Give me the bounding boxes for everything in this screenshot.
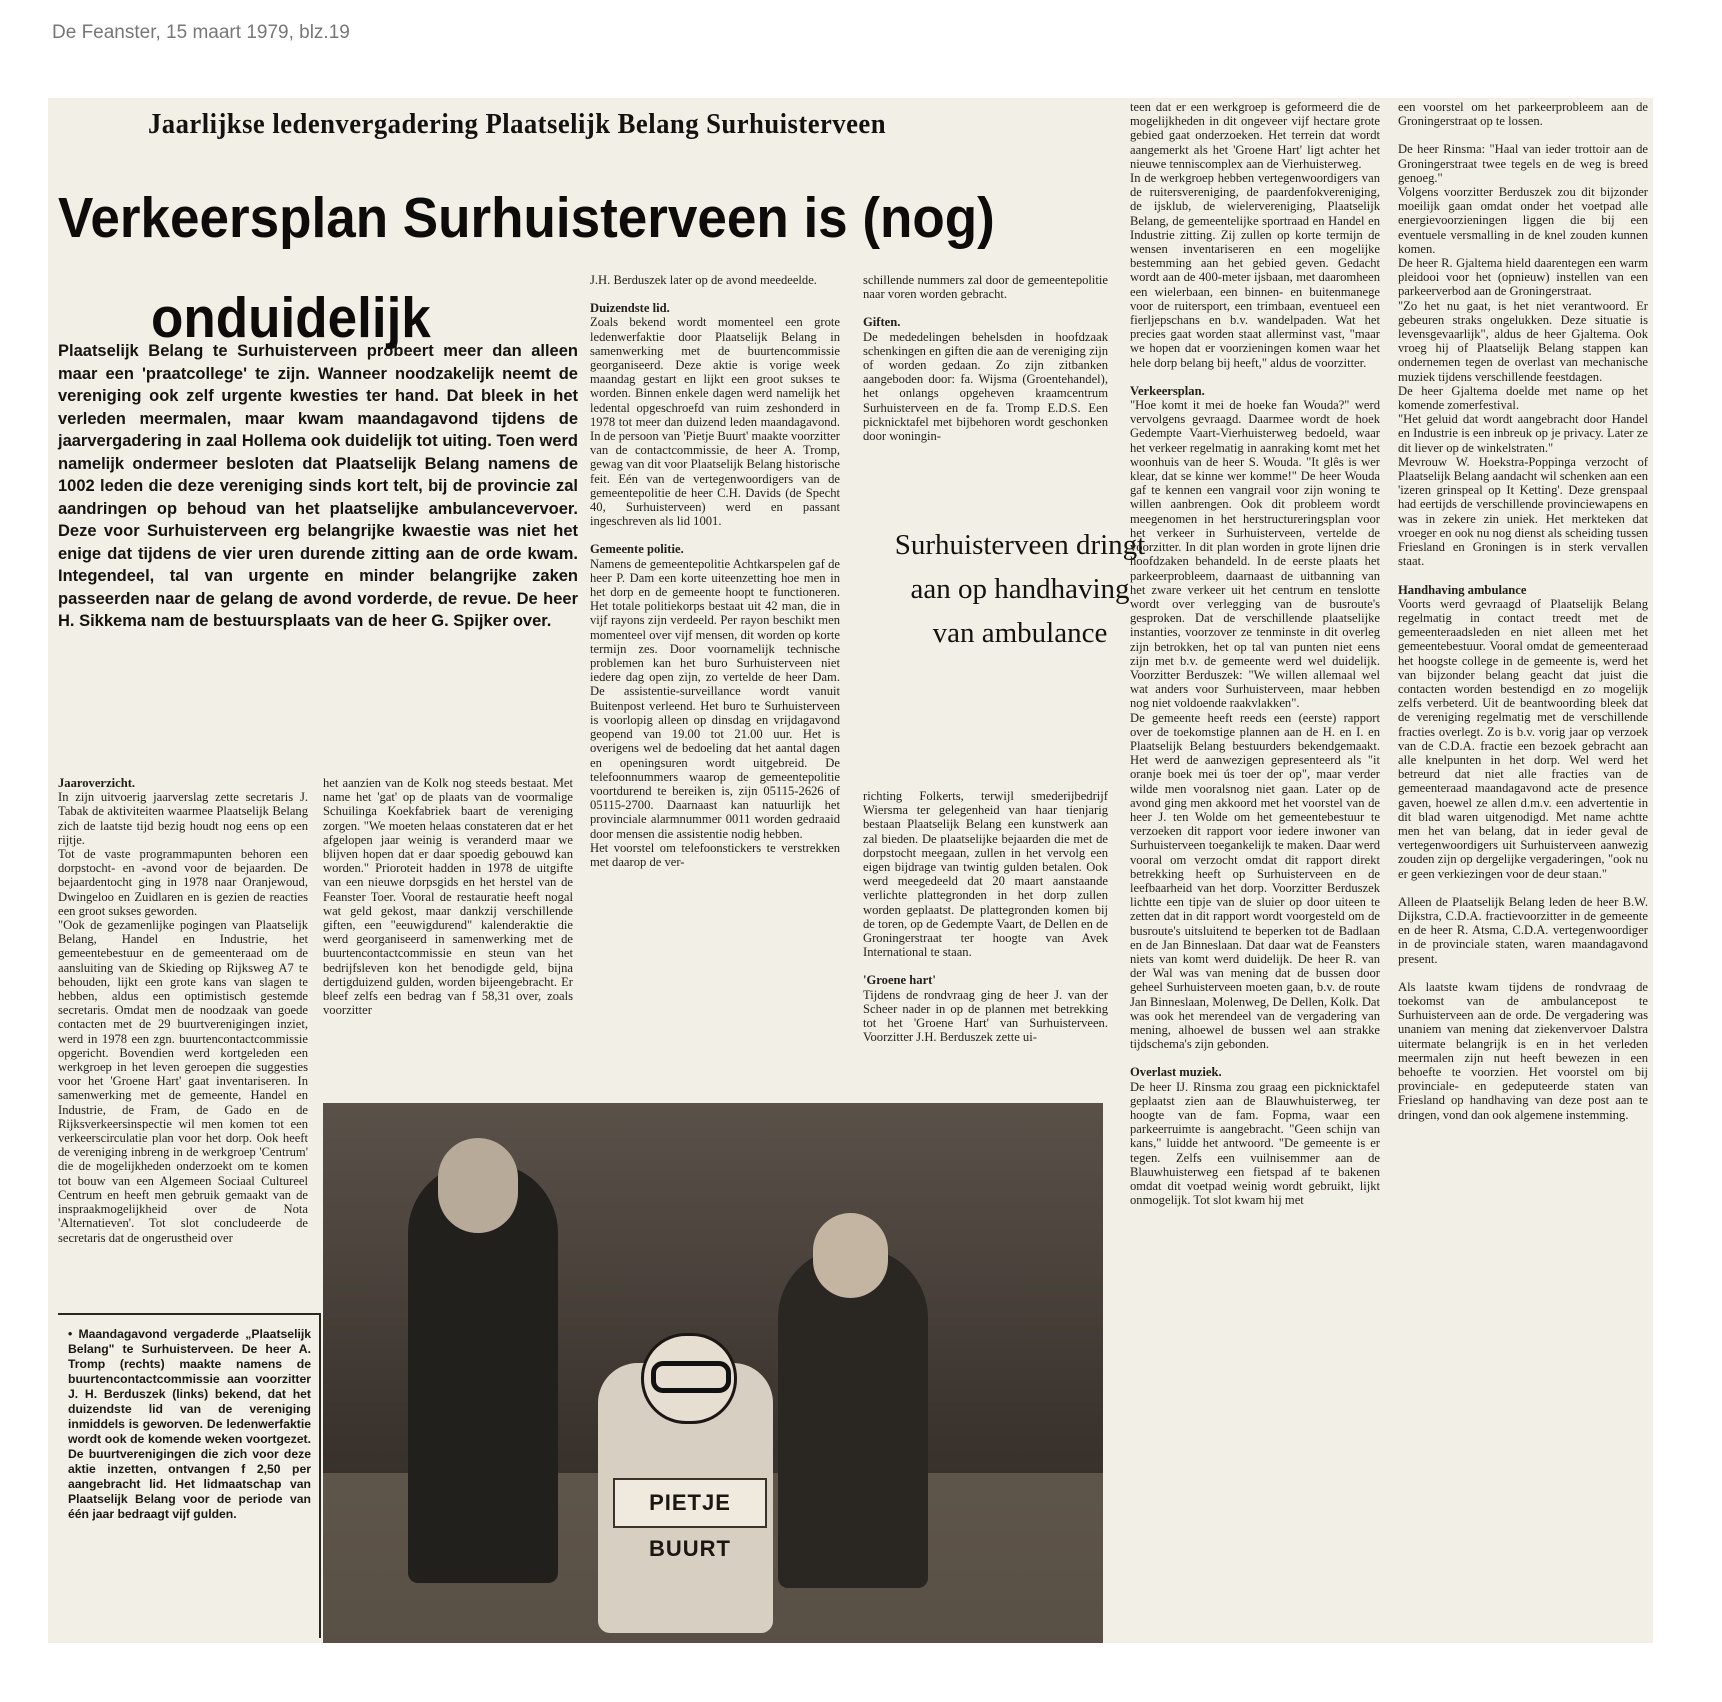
paragraph: De mededelingen behelsden in hoofdzaak schenkingen en giften die aan de vereniging zijn of worden gedaan. Zo zijn zitbanken aangeboden door: fa. Wijsma (Groentehandel), het onlangs opgeheven kraamcentrum Surhuisterveen en de fa. Tromp E.D.S. Een picknicktafel met bijbehoren wordt geschonken door woningin- [863, 329, 1108, 444]
section-heading: Jaaroverzicht. [58, 776, 136, 790]
paragraph: De heer IJ. Rinsma zou graag een picknicktafel geplaatst zien aan de Blauwhuisterweg, ter hoogte van de fam. Fopma, waar een parkeerruimte is aangebracht. "Geen schijn van kans," luidde het antwoord. "De gemeente is er tegen. Zelfs een vuilnisemmer aan de Blauwhuisterweg een fietspad af te bakenen omdat dit voetpad weinig wordt gebruikt, lijkt onmogelijk. Tot slot kwam hij met [1130, 1079, 1380, 1208]
paragraph: De gemeente heeft reeds een (eerste) rapport over de toekomstige plannen aan de H. en I. en Plaatselijk Belang bestuurders bekendgemaakt. Het werd de aanwezigen gepresenteerd als "it oranje boek mei ús toer der op", maar verder wilde men vooralsnog niet gaan. Later op de avond ging men akkoord met het voorstel van de heer J. ten Wolde om het gemeentebestuur te verzoeken dit rapport voor iedere inwoner van Surhuisterveen toegankelijk te maken. Daar werd vooral om verzocht omdat dit rapport direkt betrekking heeft op Surhuisterveen en de leefbaarheid van het dorp. Voorzitter Berduszek lichtte een tipje van de sluier op door uiteen te zetten dat in dit rapport wordt voorgesteld om de busroute's uitsluitend te beperken tot de Badlaan en de Jan Binneslaan. Dat daar wat de Feansters niets van komt werd duidelijk. De heer R. van der Wal was van mening dat de bussen door geheel Surhuisterveen moeten gaan, b.v. de route Jan Binneslaan, Molenweg, De Dellen, Kolk. Dat was ook het merendeel van de vergadering van mening, alhoewel de bussen wel aan strakke tijdschema's zijn gebonden. [1130, 710, 1380, 1052]
paragraph: Het voorstel om telefoonstickers te verstrekken met daarop de ver- [590, 840, 840, 869]
paragraph: schillende nummers zal door de gemeentepolitie naar voren worden gebracht. [863, 273, 1108, 302]
section-heading: Gemeente politie. [590, 542, 684, 557]
paragraph: J.H. Berduszek later op de avond meedeelde. [590, 273, 817, 287]
column-kolk [323, 776, 573, 1017]
column-jaaroverzicht [58, 776, 308, 1245]
newspaper-clipping [48, 98, 1653, 1643]
person-left-head [438, 1138, 518, 1233]
paragraph: "Zo het nu gaat, is het niet verantwoord. Er gebeuren straks ongelukken. Deze situatie is levensgevaarlijk", aldus de heer Gjaltema. Ook vroeg hij of Plaatselijk Belang stappen kan ondernemen tegen de overlast van mechanische muziek tijdens verschillende feestdagen. [1398, 298, 1648, 384]
paragraph: Mevrouw W. Hoekstra-Poppinga verzocht of Plaatselijk Belang aandacht wil schenken aan een 'izeren grinspeal op It Ketting'. Deze grenspaal had eertijds de verschillende provinciewapens en was in zekere zin uniek. Het merkteken dat vroeger en ook nu nog dienst als scheiding tussen Friesland en Groningen is in sterk vervallen staat. [1398, 454, 1648, 569]
paragraph: "Hoe komt it mei de hoeke fan Wouda?" werd vervolgens gevraagd. Daarmee wordt de hoek Gedempte Vaart-Vierhuisterweg bedoeld, waar het verkeer regelmatig in aanraking komt met het woonhuis van de heer S. Wouda. "It glês is wer klear, dat se kinne wer komme!" De heer Wouda gaf te kennen een vangrail voor zijn woning te willen aanbrengen. Ook dit probleem wordt meegenomen in het herstructureringsplan voor het verkeer in Surhuisterveen, vertelde de voorzitter. In dit plan worden in grote lijnen drie hoofdzaken behandeld. In de eerste plaats het parkeerprobleem, daarnaast de uitbanning van het zware verkeer uit het centrum en tenslotte wordt over verlegging van de busroute's gesproken. Dat de verschillende plaatselijke instanties, voorzover ze tenminste in dit overleg zijn betrokken, het op tal van punten niet eens zijn met b.v. de gemeente werd wel duidelijk. Voorzitter Berduszek: "We willen allemaal wel wat anders voor Surhuisterveen, maar hebben nog niet voldoende raakvlakken". [1130, 398, 1380, 711]
person-right-head [813, 1213, 888, 1298]
lead-paragraph: Plaatselijk Belang te Surhuisterveen probeert meer dan alleen maar een 'praatcollege' te zijn. Wanneer noodzakelijk neemt de vereniging ook zelf urgente kwesties ter hand. Dat bleek in het verleden meermalen, maar kwam maandagavond tijdens de jaarvergadering in zaal Hollema ook duidelijk tot uiting. Toen werd namelijk ondermeer besloten dat Plaatselijk Belang namens de 1002 leden die deze vereniging sinds kort telt, bij de provincie zal aandringen op behoud van het plaatselijke ambulancevervoer. Deze voor Surhuisterveen erg belangrijke kwaestie was niet het enige dat tijdens de vier uren durende zitting aan de orde kwam. Integendeel, tal van urgente en minder belangrijke zaken passeerden naar de gelang de avond vorderde, de revue. De heer H. Sikkema nam de bestuursplaats van de heer G. Spijker over. [58, 342, 578, 630]
doll-glasses-icon [651, 1361, 731, 1393]
paragraph: Volgens voorzitter Berduszek zou dit bijzonder moeilijk gaan omdat onder het voetpad alle energievoorzieningen liggen die bij een eventuele versmalling in de knel zouden kunnen komen. [1398, 185, 1648, 256]
paragraph: "Het geluid dat wordt aangebracht door Handel en Industrie is een inbreuk op je privacy. Later ze dit liever op de winkelstraten." [1398, 412, 1648, 455]
section-heading: Giften. [863, 315, 901, 330]
paragraph: De heer Gjaltema doelde met name op het komende zomerfestival. [1398, 383, 1648, 413]
paragraph: De heer Rinsma: "Haal van ieder trottoir aan de Groningerstraat twee tegels en de weg is breed genoeg." [1398, 142, 1648, 185]
column-giften [863, 273, 1108, 443]
paragraph: In de werkgroep hebben vertegenwoordigers van de ruitersvereniging, de paardenfokvereniging, de ijsklub, de wielervereniging, Plaatselijk Belang, de gemeentelijke sportraad en Handel en Industrie zitting. Zij zullen op korte termijn de wensen inventariseren en een mogelijke bestemming aan het gebied geven. Gedacht wordt aan de 400-meter ijsbaan, met daaromheen een wielerbaan, een binnen- en buitenmanege voor de ruitersport, een trimbaan, eventueel een fierljepschans en b.v. wandelpaden. Wat het precies gaat worden staat allerminst vast, "maar we hopen dat er voorzieningen komen waar het hele dorp belang bij heeft," aldus de voorzitter. [1130, 171, 1380, 370]
paragraph: Alleen de Plaatselijk Belang leden de heer B.W. Dijkstra, C.D.A. fractievoorzitter in de gemeente en de heer R. Atsma, C.D.A. vertegenwoordiger in de provinciale staten, waren maandagavond present. [1398, 894, 1648, 966]
paragraph: richting Folkerts, terwijl smederijbedrijf Wiersma ter gelegenheid van haar tienjarig bestaan Plaatselijk Belang een kunstwerk aan zal bieden. De plaatselijke bejaarden die met de dorpstocht meegaan, zullen in het vervolg een eigen bijdrage van twintig gulden betalen. Ook werd meegedeeld dat 20 maart aanstaande verlichte plattegronden in het dorp zullen worden geplaatst. De plattegronden komen bij de toren, op de Gedempte Vaart, de Dellen en de Groningerstraat ter hoogte van Avek International te staan. [863, 789, 1108, 960]
paragraph: In zijn uitvoerig jaarverslag zette secretaris J. Tabak de aktiviteiten waarmee Plaatselijk Belang zich de laatste tijd bezig houdt nog eens op een rijtje. [58, 790, 308, 847]
paragraph: Tot de vaste programmapunten behoren een dorpstocht- en -avond voor de bejaarden. De bejaardentocht ging in 1978 naar Oranjewoud, Dwingeloo en Zuidlaren en is gezien de reacties een groot sukses geworden. [58, 847, 308, 918]
section-heading: Duizendste lid. [590, 301, 670, 316]
news-photo [323, 1103, 1103, 1643]
doll-sign: PIETJE BUURT [613, 1478, 767, 1528]
section-heading: Handhaving ambulance [1398, 582, 1527, 597]
column-duizendste-lid [590, 273, 840, 869]
page-caption: De Feanster, 15 maart 1979, blz.19 [52, 22, 350, 43]
headline-line-1: Verkeersplan Surhuisterveen is (nog) [58, 186, 995, 250]
paragraph: Voorts werd gevraagd of Plaatselijk Belang regelmatig in contact treedt met de gemeenteraadsleden en niet alleen met het gemeentebestuur. Vooral omdat de gemeenteraad het hoogste college in de gemeente is, werd het van bijzonder belang geacht dat juist die contacten worden bestendigd en zo mogelijk zelfs verbeterd. Uit de beantwoording bleek dat de vereniging regelmatig met de verschillende fracties overlegt. Zo is b.v. vorig jaar op verzoek van de C.D.A. fractie een bezoek gebracht aan alle knelpunten in het dorp. Wel werd het betreurd dat niet alle fracties van de gemeenteraad maandagavond acte de presence gaven, hoewel ze allen d.m.v. een advertentie in dit blad waren uitgenodigd. Met name achtte men het van belang, dat in ieder geval de vertegenwoordigers uit Surhuisterveen aanwezig zouden zijn op dergelijke vergaderingen, "ook nu er geen verkiezingen voor de deur staan." [1398, 596, 1648, 881]
paragraph: een voorstel om het parkeerprobleem aan de Groningerstraat op te lossen. [1398, 100, 1648, 129]
paragraph: het aanzien van de Kolk nog steeds bestaat. Met name het 'gat' op de plaats van de voormalige Schuilinga Koekfabriek baart de vereniging zorgen. "We moeten helaas constateren dat er het afgelopen jaar weinig is veranderd maar we blijven hopen dat er daar spoedig gebouwd kan worden." Prioroteit hadden in 1978 de uitgifte van een nieuwe dorpsgids en het herstel van de Feanster Toer. Vooral de restauratie heeft nogal wat geld gekost, maar dankzij verschillende giften, een "eeuwigdurend" kalenderaktie die werd georganiseerd in samenwerking met de buurtencontactcommissie en steun van het bedrijfsleven kon het benodigde geld, bijna dertigduizend gulden, worden bijeengebracht. Er bleef zelfs een bedrag van f 58,31 over, zoals voorzitter [323, 776, 573, 1018]
paragraph: Als laatste kwam tijdens de rondvraag de toekomst van de ambulancepost te Surhuisterveen aan de orde. De vergadering was unaniem van mening dat ziekenvervoer Dalstra uitermate belangrijk is en in het verleden meermalen zijn nut heeft bewezen in een behoefte te voorzien. Het voorstel om bij provinciale- en gedeputeerde staten van Friesland op handhaving van deze post aan te dringen, vond dan ook algemene instemming. [1398, 979, 1648, 1122]
section-heading: 'Groene hart' [863, 973, 936, 988]
column-handhaving [1398, 100, 1648, 1122]
person-right-figure [778, 1248, 928, 1588]
column-verkeersplan [1130, 100, 1380, 1207]
section-heading: Verkeersplan. [1130, 383, 1205, 398]
photo-caption: • Maandagavond vergaderde „Plaatselijk Belang" te Surhuisterveen. De heer A. Tromp (rechts) maakte namens de buurtencontactcommissie aan voorzitter J. H. Berduszek (links) bekend, dat het duizendste lid van de vereniging inmiddels is geworven. De ledenwerfaktie wordt ook de komende weken voortgezet. De buurtverenigingen die zich voor deze aktie inzetten, ontvangen f 2,50 per aangebracht lid. Het lidmaatschap van Plaatselijk Belang voor de periode van één jaar bedraagt vijf gulden. [58, 1313, 321, 1638]
paragraph: Zoals bekend wordt momenteel een grote ledenwerfaktie door Plaatselijk Belang in samenwerking met de buurtencommissie georganiseerd. Deze aktie is vorige week maandag gestart en lijkt een groot sukses te worden. Binnen enkele dagen werd namelijk het ledental opgeschroefd van ruim zeshonderd in 1978 tot meer dan duizend leden maandagavond. In de persoon van 'Pietje Buurt' maakte voorzitter van de contactcommissie, de heer A. Tromp, gewag van dit voor Plaatselijk Belang historische feit. Eén van de vertegenwoordigers van de gemeentepolitie de heer C.H. Davids (de Specht 40, Surhuisterveen) werd en passant ingeschreven als lid 1001. [590, 315, 840, 529]
column-groene-hart [863, 789, 1108, 1044]
boxed-headline-ambulance: Surhuisterveen dringt aan op handhaving van ambulance [894, 529, 1146, 649]
paragraph: De heer R. Gjaltema hield daarentegen een warm pleidooi voor het (opnieuw) instellen van een parkeerverbod aan de Groningerstraat. [1398, 256, 1648, 299]
kicker-headline: Jaarlijkse ledenvergadering Plaatselijk Belang Surhuisterveen [148, 108, 886, 140]
headline-line-2: onduidelijk [151, 286, 431, 350]
paragraph: teen dat er een werkgroep is geformeerd die de mogelijkheden in dit ongeveer vijf hectare grote gebied gaat onderzoeken. Het terrein dat wordt aangemerkt als het 'Groene Hart' ligt achter het nieuwe tenniscomplex aan de Vierhuisterweg. [1130, 100, 1380, 171]
paragraph: Tijdens de rondvraag ging de heer J. van der Scheer nader in op de plannen met betrekking tot het 'Groene Hart' van Surhuisterveen. Voorzitter J.H. Berduszek zette ui- [863, 987, 1108, 1045]
section-heading: Overlast muziek. [1130, 1065, 1222, 1080]
paragraph: Namens de gemeentepolitie Achtkarspelen gaf de heer P. Dam een korte uiteenzetting hoe men in het dorp en de gemeente hoopt te functioneren. Het totale politiekorps bestaat uit 42 man, die in vijf rayons zijn verdeeld. Per rayon beschikt men momenteel over vijf mensen, dit worden op korte termijn zes. Door voornamelijk technische problemen kan het buro Surhuisterveen niet iedere dag open zijn, zo vertelde de heer Dam. De assistentie-surveillance wordt vanuit Buitenpost verleend. Het buro te Surhuisterveen is voorlopig alleen op dinsdag en vrijdagavond geopend van 19.00 tot 21.00 uur. Het is overigens wel de bedoeling dat het aantal dagen en openingsuren wordt uitgebreid. De telefoonnummers waarop de gemeentepolitie voortdurend te bereiken is, zijn 05115-2626 of 05115-2700. Daarnaast kan natuurlijk het provinciale alarmnummer 0011 worden gedraaid door mensen die assistentie nodig hebben. [590, 556, 840, 841]
paragraph: "Ook de gezamenlijke pogingen van Plaatselijk Belang, Handel en Industrie, het gemeentebestuur en de gemeenteraad om de aansluiting van de Skieding op Rijksweg A7 te behouden, lijkt een grote kans van slagen te hebben, aldus een optimistisch gestemde secretaris. Omdat men de noodzaak van goede contacten met de 29 buurtverenigingen inziet, werd in 1978 een zgn. buurtencontactcommissie opgericht. Bovendien werd kortgeleden een werkgroep in het leven geroepen die suggesties voor het 'Groene Hart' gaat inventariseren. In samenwerking met de gemeente, Handel en Industrie, de Fram, de Gado en de Rijksverkeersinspectie wil men komen tot een verkeerscirculatie plan voor het dorp. Ook heeft de vereniging inbreng in de werkgroep 'Centrum' die de mogelijkheden onderzoekt om te komen tot bouw van een Algemeen Sociaal Cultureel Centrum en heeft men gebruik gemaakt van de inspraakmogelijkheid over de Nota 'Alternatieven'. Tot slot concludeerde de secretaris dat de ongerustheid over [58, 918, 308, 1245]
